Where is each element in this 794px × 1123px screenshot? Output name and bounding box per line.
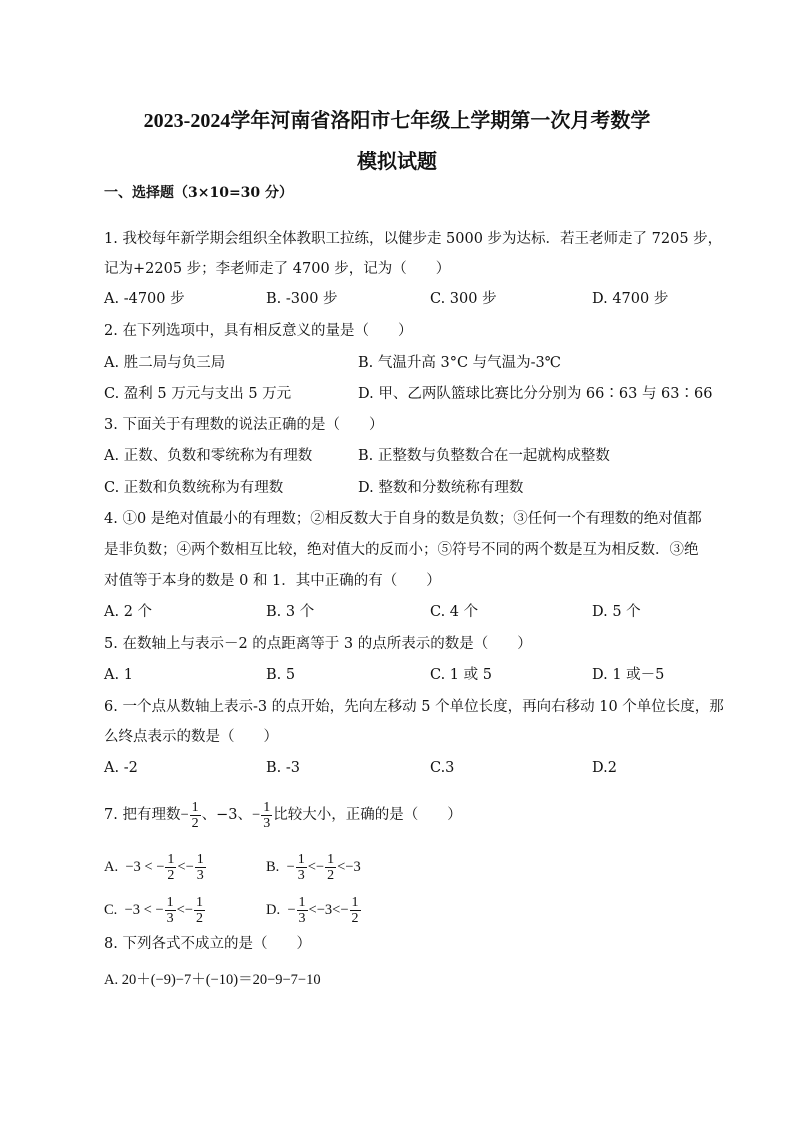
question-7: 7. 把有理数− $\frac{1}{2}$ 、−3、− $\frac{1}{3}$ 比较大小，正确的是（ ）: [104, 799, 462, 831]
q3-option-c: C. 正数和负数统称为有理数: [104, 480, 284, 496]
q3-option-b: B. 正整数与负整数合在一起就构成整数: [358, 448, 610, 464]
exam-title-line1: 2023-2024学年河南省洛阳市七年级上学期第一次月考数学: [143, 110, 651, 132]
question-8: 8. 下列各式不成立的是（ ）: [104, 936, 311, 952]
q7-option-d: D. − $\frac{1}{3}$ <−3<− $\frac{1}{2}$: [266, 895, 359, 927]
q5-option-a: A. 1: [104, 667, 133, 683]
q1-option-a: A. -4700 步: [104, 291, 185, 307]
q7-option-c: C. −3 < − $\frac{1}{3}$ <− $\frac{1}{2}$: [104, 895, 203, 927]
q6-option-a: A. -2: [104, 760, 138, 776]
q2-option-c: C. 盈利 5 万元与支出 5 万元: [104, 386, 292, 402]
q5-option-d: D. 1 或－5: [592, 667, 665, 683]
q7-prefix: 7. 把有理数: [104, 807, 181, 823]
section-heading: 一、选择题（3×10=30 分）: [104, 185, 294, 201]
q6-option-c: C.3: [430, 760, 455, 776]
q4-option-b: B. 3 个: [266, 604, 315, 620]
question-5: 5. 在数轴上与表示－2 的点距离等于 3 的点所表示的数是（ ）: [104, 636, 532, 652]
q2-option-a: A. 胜二局与负三局: [104, 355, 226, 371]
q5-option-b: B. 5: [266, 667, 296, 683]
question-2: 2. 在下列选项中，具有相反意义的量是（ ）: [104, 323, 413, 339]
q7-mid: 、−3、: [201, 807, 253, 823]
question-1-line1: 1. 我校每年新学期会组织全体教职工拉练，以健步走 5000 步为达标．若王老师走了 7205 步，: [104, 231, 723, 247]
question-3: 3. 下面关于有理数的说法正确的是（ ）: [104, 417, 384, 433]
question-4-line2: 是非负数；④两个数相互比较，绝对值大的反而小；⑤符号不同的两个数是互为相反数．③绝: [104, 542, 699, 558]
q1-option-b: B. -300 步: [266, 291, 338, 307]
q1-option-c: C. 300 步: [430, 291, 497, 307]
q6-option-d: D.2: [592, 760, 617, 776]
q7-option-b: B. − $\frac{1}{3}$ <− $\frac{1}{2}$ <−3: [266, 852, 361, 884]
question-6-line1: 6. 一个点从数轴上表示-3 的点开始，先向左移动 5 个单位长度，再向右移动 10 个单位长度，那: [104, 699, 724, 715]
question-6-line2: 么终点表示的数是（ ）: [104, 729, 278, 745]
q7-option-a: A. −3 < − $\frac{1}{2}$ <− $\frac{1}{3}$: [104, 852, 204, 884]
fraction-one-third: $\frac{1}{3}$: [263, 799, 271, 831]
q2-option-d: D. 甲、乙两队篮球比赛比分分别为 66∶63 与 63∶66: [358, 386, 713, 402]
q7-minus: −: [180, 807, 189, 823]
exam-title-line2: 模拟试题: [357, 151, 437, 173]
q2-option-b: B. 气温升高 3°C 与气温为-3℃: [358, 355, 562, 371]
fraction-one-half: $\frac{1}{2}$: [191, 799, 199, 831]
q6-option-b: B. -3: [266, 760, 300, 776]
question-4-line3: 对值等于本身的数是 0 和 1．其中正确的有（ ）: [104, 573, 441, 589]
q3-option-a: A. 正数、负数和零统称为有理数: [104, 448, 313, 464]
q1-option-d: D. 4700 步: [592, 291, 669, 307]
question-4-line1: 4. ①0 是绝对值最小的有理数；②相反数大于自身的数是负数；③任何一个有理数的绝对值都: [104, 511, 702, 527]
q7-suffix: 比较大小，正确的是（ ）: [273, 807, 462, 823]
q8-option-a: A. 20＋(−9)−7＋(−10)＝20−9−7−10: [104, 972, 321, 988]
q3-option-d: D. 整数和分数统称有理数: [358, 480, 524, 496]
q5-option-c: C. 1 或 5: [430, 667, 492, 683]
question-1-line2: 记为+2205 步；李老师走了 4700 步，记为（ ）: [104, 261, 451, 277]
q4-option-c: C. 4 个: [430, 604, 479, 620]
q4-option-a: A. 2 个: [104, 604, 153, 620]
q4-option-d: D. 5 个: [592, 604, 641, 620]
